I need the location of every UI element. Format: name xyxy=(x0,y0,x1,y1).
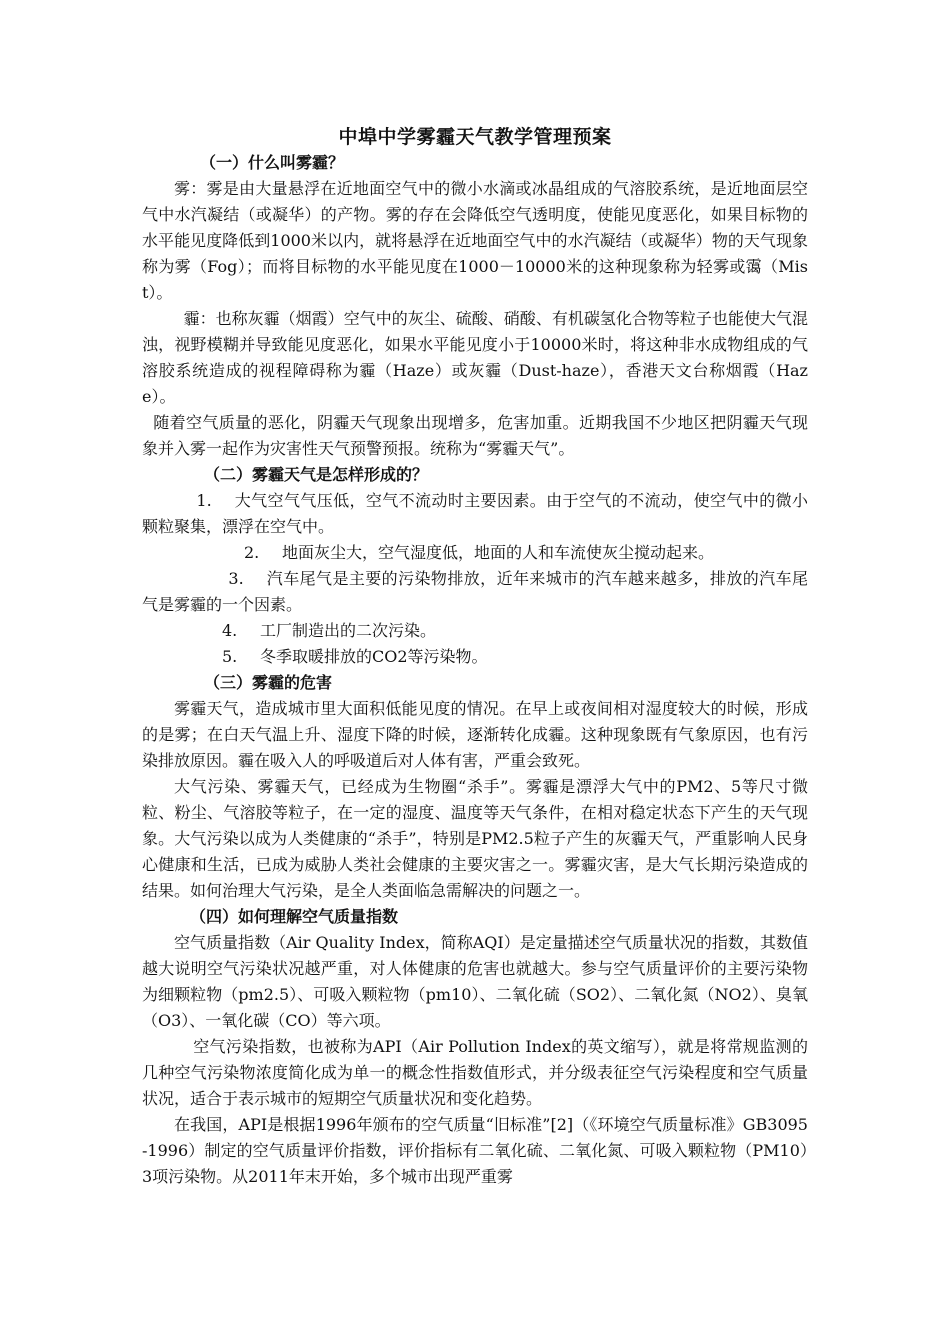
section-heading-smog-formation: （二）雾霾天气是怎样形成的？ xyxy=(204,465,429,484)
paragraph-smog-weather: 随着空气质量的恶化，阴霾天气现象出现增多，危害加重。近期我国不少地区把阴霾天气现象并入雾一起作为灾害性天气预警预报。统称为“雾霾天气”。 xyxy=(142,413,808,458)
section-heading-smog-hazards: （三）雾霾的危害 xyxy=(204,673,333,692)
list-text: 工厂制造出的二次污染。 xyxy=(260,621,437,640)
list-number: 5. xyxy=(222,647,238,666)
list-text: 冬季取暖排放的CO2等污染物。 xyxy=(260,647,488,666)
paragraph-smog-visibility: 雾霾天气，造成城市里大面积低能见度的情况。在早上或夜间相对湿度较大的时候，形成的是雾；在白天气温上升、湿度下降的时候，逐渐转化成霾。这种现象既有气象原因，也有污染排放原因。霾在吸入人的呼吸道后对人体有害，严重会致死。 xyxy=(142,699,808,770)
paragraph-aqi-definition: 空气质量指数（Air Quality Index，简称AQI）是定量描述空气质量状况的指数，其数值越大说明空气污染状况越严重，对人体健康的危害也就越大。参与空气质量评价的主要污染物为细颗粒物（pm2.5）、可吸入颗粒物（pm10）、二氧化硫（SO2）、二氧化氮（NO2）、臭氧（O3）、一氧化碳（CO）等六项。 xyxy=(142,933,808,1030)
list-number: 3. xyxy=(228,569,244,588)
document-title: 中埠中学雾霾天气教学管理预案 xyxy=(338,126,612,148)
paragraph-air-pollution-killer: 大气污染、雾霾天气，已经成为生物圈“杀手”。雾霾是漂浮大气中的PM2、5等尺寸微粒、粉尘、气溶胶等粒子，在一定的湿度、温度等天气条件，在相对稳定状态下产生的天气现象。大气污染以成为人类健康的“杀手”，特别是PM2.5粒子产生的灰霾天气，严重影响人民身心健康和生活，已成为威胁人类社会健康的主要灾害之一。雾霾灾害，是大气长期污染造成的结果。如何治理大气污染，是全人类面临急需解决的问题之一。 xyxy=(142,777,808,900)
section-heading-what-is-smog: （一）什么叫雾霾？ xyxy=(200,153,345,172)
list-item-cause-5 xyxy=(142,644,808,670)
list-text: 地面灰尘大，空气湿度低，地面的人和车流使灰尘搅动起来。 xyxy=(282,543,715,562)
paragraph-api-definition: 空气污染指数，也被称为API（Air Pollution Index的英文缩写），就是将常规监测的几种空气污染物浓度简化成为单一的概念性指数值形式，并分级表征空气污染程度和空气质量状况，适合于表示城市的短期空气质量状况和变化趋势。 xyxy=(142,1037,808,1108)
paragraph-api-china: 在我国，API是根据1996年颁布的空气质量“旧标准”[2]（《环境空气质量标准》GB3095-1996）制定的空气质量评价指数，评价指标有二氧化硫、二氧化氮、可吸入颗粒物（PM10）3项污染物。从2011年末开始，多个城市出现严重雾 xyxy=(142,1115,808,1186)
paragraph-fog-definition: 雾：雾是由大量悬浮在近地面空气中的微小水滴或冰晶组成的气溶胶系统，是近地面层空气中水汽凝结（或凝华）的产物。雾的存在会降低空气透明度，使能见度恶化，如果目标物的水平能见度降低到1000米以内，就将悬浮在近地面空气中的水汽凝结（或凝华）物的天气现象称为雾（Fog）；而将目标物的水平能见度在1000－10000米的这种现象称为轻雾或霭（Mist）。 xyxy=(142,179,808,302)
list-number: 1. xyxy=(196,491,212,510)
list-text: 汽车尾气是主要的污染物排放，近年来城市的汽车越来越多，排放的汽车尾气是雾霾的一个因素。 xyxy=(142,569,808,614)
list-item-cause-3 xyxy=(142,566,808,618)
section-heading-aqi: （四）如何理解空气质量指数 xyxy=(190,907,399,926)
list-text: 大气空气气压低，空气不流动时主要因素。由于空气的不流动，使空气中的微小颗粒聚集，漂浮在空气中。 xyxy=(142,491,808,536)
list-number: 2. xyxy=(244,543,260,562)
list-item-cause-1 xyxy=(142,488,808,540)
list-item-cause-4 xyxy=(142,618,808,644)
list-item-cause-2 xyxy=(142,540,808,566)
list-number: 4. xyxy=(222,621,238,640)
paragraph-haze-definition: 霾：也称灰霾（烟霞）空气中的灰尘、硫酸、硝酸、有机碳氢化合物等粒子也能使大气混浊，视野模糊并导致能见度恶化，如果水平能见度小于10000米时，将这种非水成物组成的气溶胶系统造成的视程障碍称为霾（Haze）或灰霾（Dust-haze），香港天文台称烟霞（Haze）。 xyxy=(142,309,808,406)
